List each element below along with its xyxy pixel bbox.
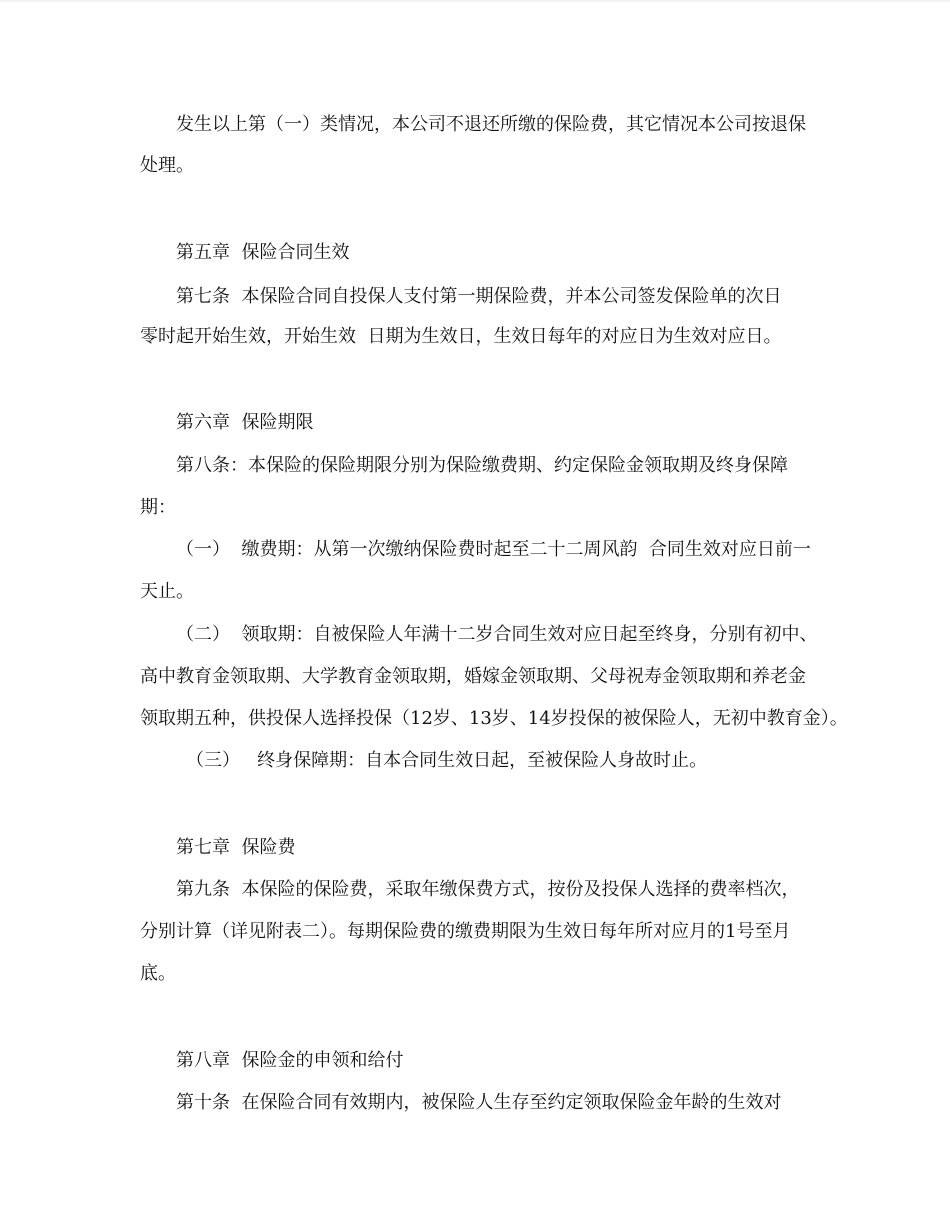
paragraph-line: 第八条：本保险的保险期限分别为保险缴费期、约定保险金领取期及终身保障: [176, 455, 788, 476]
chapter-heading: 第七章 保险费: [176, 837, 296, 858]
paragraph-line: 第七条 本保险合同自投保人支付第一期保险费，并本公司签发保险单的次日: [176, 286, 782, 307]
chapter-heading: 第六章 保险期限: [176, 412, 314, 433]
paragraph-line: 领取期五种，供投保人选择投保（12岁、13岁、14岁投保的被保险人，无初中教育金）。: [140, 708, 848, 729]
paragraph-line: 第十条 在保险合同有效期内，被保险人生存至约定领取保险金年龄的生效对: [176, 1092, 782, 1113]
paragraph-line: 期：: [140, 497, 176, 518]
paragraph-line: （一） 缴费期：从第一次缴纳保险费时起至二十二周风韵 合同生效对应日前一: [176, 539, 811, 560]
paragraph-line: （二） 领取期：自被保险人年满十二岁合同生效对应日起至终身，分别有初中、: [176, 624, 818, 645]
paragraph-line: 发生以上第（一）类情况，本公司不退还所缴的保险费，其它情况本公司按退保: [176, 114, 806, 135]
paragraph-line: 底。: [140, 963, 176, 984]
paragraph-line: 高中教育金领取期、大学教育金领取期，婚嫁金领取期、父母祝寿金领取期和养老金: [140, 666, 806, 687]
paragraph-line: 天止。: [140, 581, 194, 602]
paragraph-line: 零时起开始生效，开始生效 日期为生效日，生效日每年的对应日为生效对应日。: [140, 326, 782, 347]
paragraph-line: （三） 终身保障期：自本合同生效日起，至被保险人身故时止。: [186, 750, 708, 771]
paragraph-line: 第九条 本保险的保险费，采取年缴保费方式，按份及投保人选择的费率档次，: [176, 879, 800, 900]
chapter-heading: 第五章 保险合同生效: [176, 242, 350, 263]
paragraph-line: 处理。: [140, 155, 194, 176]
chapter-heading: 第八章 保险金的申领和给付: [176, 1050, 404, 1071]
top-divider: [0, 0, 950, 2]
paragraph-line: 分别计算（详见附表二）。每期保险费的缴费期限为生效日每年所对应月的1号至月: [140, 921, 791, 942]
